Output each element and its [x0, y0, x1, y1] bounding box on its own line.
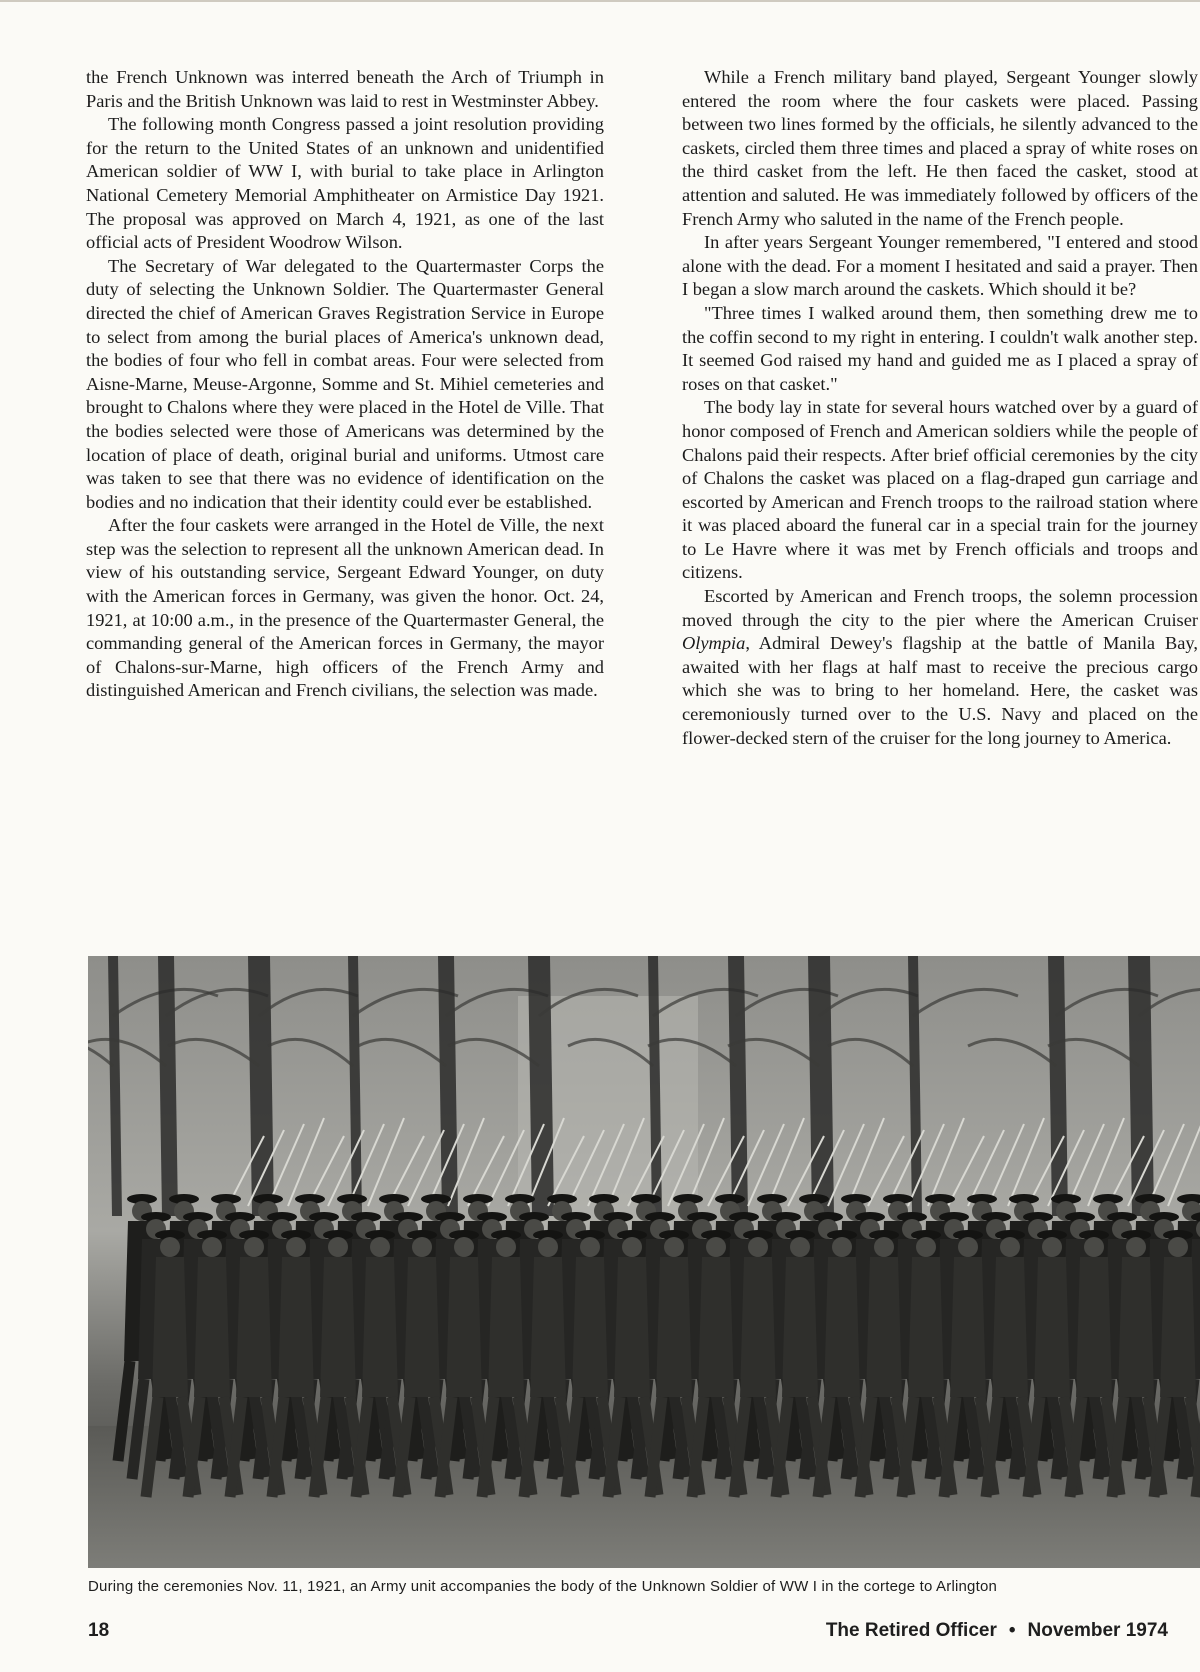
soldier-body — [530, 1257, 566, 1397]
soldier-head — [622, 1237, 642, 1257]
soldier-head — [1168, 1237, 1188, 1257]
soldier-head — [916, 1237, 936, 1257]
soldier-body — [1160, 1257, 1196, 1397]
soldier-head — [748, 1237, 768, 1257]
paragraph: the French Unknown was interred beneath the Arch of Triumph in Paris and the British Unknown was laid to rest in Westminster Abbey. — [86, 67, 604, 111]
soldier-body — [866, 1257, 902, 1397]
top-rule — [0, 0, 1200, 2]
soldier-body — [698, 1257, 734, 1397]
soldier-head — [160, 1237, 180, 1257]
procession-photo — [88, 956, 1200, 1568]
right-column — [682, 66, 1198, 750]
paragraph: The body lay in state for several hours watched over by a guard of honor composed of French and American soldiers while the people of Chalons paid their respects. After brief official ceremonies by the city of Chalons the casket was placed on a flag-draped gun carriage and escorted by American and French troops to the railroad station where it was placed aboard the funeral car in a special train for the journey to Le Havre where it was met by French officials and troops and citizens. — [682, 397, 1198, 583]
soldier-head — [832, 1237, 852, 1257]
soldier-head — [580, 1237, 600, 1257]
left-column — [86, 66, 604, 703]
soldier-head — [958, 1237, 978, 1257]
soldier-head — [454, 1237, 474, 1257]
soldier-body — [782, 1257, 818, 1397]
soldier-head — [706, 1237, 726, 1257]
soldier-body — [656, 1257, 692, 1397]
soldier-body — [194, 1257, 230, 1397]
soldier-head — [538, 1237, 558, 1257]
soldier-body — [950, 1257, 986, 1397]
soldier-head — [1042, 1237, 1062, 1257]
soldier-body — [992, 1257, 1028, 1397]
soldier-body — [488, 1257, 524, 1397]
publication-name: The Retired Officer — [825, 1620, 997, 1641]
photo-illustration — [88, 956, 1200, 1568]
soldier-head — [244, 1237, 264, 1257]
soldier-body — [278, 1257, 314, 1397]
soldier-head — [790, 1237, 810, 1257]
photo-caption: During the ceremonies Nov. 11, 1921, an Army unit accompanies the body of the Unknown Soldier of WW I in the cortege to Arlington — [88, 1578, 998, 1595]
publication-line — [826, 1620, 1168, 1642]
soldier-body — [1076, 1257, 1112, 1397]
soldier-head — [202, 1237, 222, 1257]
issue-date: November 1974 — [1027, 1620, 1168, 1641]
soldier-head — [664, 1237, 684, 1257]
article-body — [86, 66, 1200, 946]
soldier-body — [362, 1257, 398, 1397]
soldier-body — [824, 1257, 860, 1397]
soldier-head — [496, 1237, 516, 1257]
paragraph: "Three times I walked around them, then something drew me to the coffin second to my right in entering. I couldn't walk another step. It seemed God raised my hand and guided me as I placed a spray of roses on that casket." — [682, 302, 1198, 394]
soldier-head — [370, 1237, 390, 1257]
soldier-body — [404, 1257, 440, 1397]
paragraph: In after years Sergeant Younger remembered, "I entered and stood alone with the dead. For a moment I hesitated and said a prayer. Then I began a slow march around the caskets. Which should it be? — [682, 232, 1198, 300]
soldier-body — [572, 1257, 608, 1397]
soldier-head — [412, 1237, 432, 1257]
soldier-head — [874, 1237, 894, 1257]
soldier-head — [1126, 1237, 1146, 1257]
soldier-head — [1000, 1237, 1020, 1257]
soldier-body — [1034, 1257, 1070, 1397]
soldier-head — [1084, 1237, 1104, 1257]
paragraph: After the four caskets were arranged in the Hotel de Ville, the next step was the selection to represent all the unknown American dead. In view of his outstanding service, Sergeant Edward Younger, on duty with the American forces in Germany, was given the honor. Oct. 24, 1921, at 10:00 a.m., in the presence of the Quartermaster General, the commanding general of the American forces in Germany, the mayor of Chalons-sur-Marne, high officers of the French Army and distinguished American and French civilians, the selection was made. — [86, 515, 604, 701]
soldiers — [118, 1194, 1200, 1497]
soldier-body — [152, 1257, 188, 1397]
soldier-body — [446, 1257, 482, 1397]
soldier-body — [320, 1257, 356, 1397]
soldier-head — [328, 1237, 348, 1257]
separator-bullet: • — [1008, 1620, 1016, 1641]
page-number: 18 — [88, 1620, 110, 1641]
soldier-body — [908, 1257, 944, 1397]
soldier-body — [236, 1257, 272, 1397]
text-run: Escorted by American and French troops, the solemn procession moved through the city to the pier where the American Cruiser — [682, 586, 1198, 630]
soldier-body — [1118, 1257, 1154, 1397]
paragraph-olympia — [682, 585, 1198, 750]
text-run: , Admiral Dewey's flagship at the battle of Manila Bay, awaited with her flags at half mast to receive the precious cargo which she was to bring to her homeland. Here, the casket was ceremoniously turned over to the U.S. Navy and placed on the flower-decked stern of the cruiser for the long journey to America. — [682, 633, 1198, 748]
paragraph: The Secretary of War delegated to the Quartermaster Corps the duty of selecting the Unknown Soldier. The Quartermaster General directed the chief of American Graves Registration Service in Europe to select from among the burial places of America's unknown dead, the bodies of four who fell in combat areas. Four were selected from Aisne-Marne, Meuse-Argonne, Somme and St. Mihiel cemeteries and brought to Chalons where they were placed in the Hotel de Ville. That the bodies selected were those of Americans was determined by the location of place of death, original burial and uniforms. Utmost care was taken to see that there was no evidence of identification on the bodies and no indication that their identity could ever be established. — [86, 255, 604, 512]
paragraph: While a French military band played, Sergeant Younger slowly entered the room where the four caskets were placed. Passing between two lines formed by the officials, he silently advanced to the caskets, circled them three times and placed a spray of white roses on the third casket from the left. He then faced the casket, stood at attention and saluted. He was immediately followed by officers of the French Army who saluted in the name of the French people. — [682, 67, 1198, 229]
paragraph: The following month Congress passed a joint resolution providing for the return to the United States of an unknown and unidentified American soldier of WW I, with burial to take place in Arlington National Cemetery Memorial Amphitheater on Armistice Day 1921. The proposal was approved on March 4, 1921, as one of the last official acts of President Woodrow Wilson. — [86, 114, 604, 253]
soldier-body — [614, 1257, 650, 1397]
tree-trunk — [528, 956, 554, 1216]
soldier-head — [286, 1237, 306, 1257]
ship-name: Olympia — [682, 633, 746, 654]
page-footer — [88, 1620, 1168, 1650]
soldier-body — [740, 1257, 776, 1397]
